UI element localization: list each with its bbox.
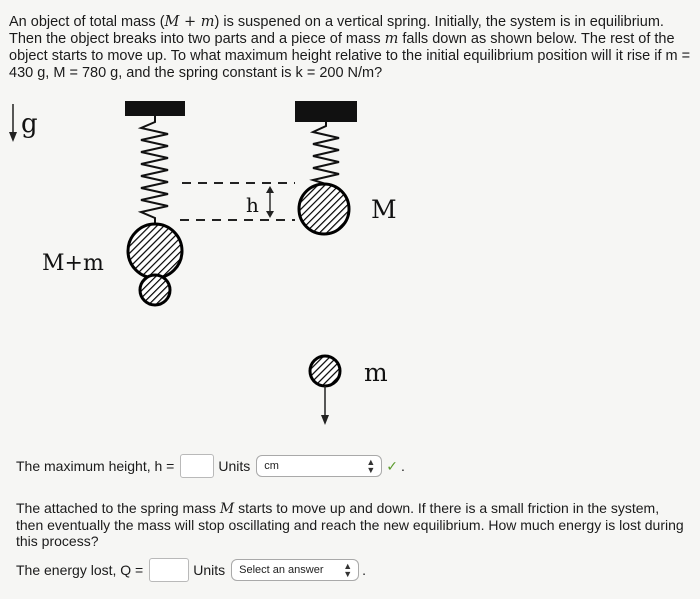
select-arrows-icon: ▲ ▼ [343, 561, 353, 579]
mass-M-symbol: M [219, 501, 235, 517]
label-m: m [364, 358, 388, 387]
spring-right [313, 122, 339, 186]
label-h: h [246, 193, 259, 217]
units-label: Units [193, 562, 226, 578]
falling-arrowhead [321, 415, 329, 425]
updown-arrows-icon [266, 186, 274, 218]
max-height-input[interactable] [180, 454, 214, 478]
energy-lost-input[interactable] [149, 558, 189, 582]
problem-text-2: ) is suspened on a vertical spring. Initially, the system is in equilibrium. Then the object breaks into two parts and a piece of mass [9, 14, 664, 47]
question-max-height [16, 452, 405, 480]
paragraph-text-2: starts to move up and down. If there is a small friction in the system, then eventually the mass will stop oscillating and reach the new equilibrium. How much energy is lost during this process? [16, 500, 684, 549]
units-label: Units [218, 458, 251, 474]
gravity-label: g [21, 109, 38, 139]
paragraph-text-1: The attached to the spring mass [16, 500, 220, 516]
mass-m-left [140, 275, 170, 305]
checkmark-icon: ✓ [386, 457, 398, 474]
paragraph-energy [16, 500, 688, 549]
max-height-label: The maximum height, h = [16, 458, 175, 474]
spring-left [141, 116, 168, 226]
label-M: M [371, 195, 397, 224]
problem-text-3: falls down as shown below. The rest of the object starts to move up. To what maximum height relative to the initial equilibrium position will it rise if m = 430 g, M = 780 g, and the spring constant is k = 200 N/m? [9, 31, 691, 81]
problem-statement [9, 14, 693, 82]
units-selected-value: cm [264, 460, 279, 472]
units-selected-value: Select an answer [239, 564, 324, 576]
mass-m-symbol: m [384, 31, 399, 47]
energy-lost-label: The energy lost, Q = [16, 562, 144, 578]
ceiling-left [125, 101, 185, 116]
problem-text-1: An object of total mass ( [9, 14, 165, 30]
mass-m-falling [310, 356, 340, 386]
gravity-arrow-icon [9, 104, 17, 142]
mass-M-left [128, 224, 182, 278]
ceiling-right [295, 101, 357, 122]
question-energy-lost [16, 556, 366, 584]
mass-expression: M + m [164, 14, 215, 30]
units-select-height[interactable] [256, 455, 382, 477]
period: . [362, 562, 367, 578]
select-arrows-icon: ▲ ▼ [366, 457, 376, 475]
spring-diagram [0, 92, 700, 442]
mass-M-right [299, 184, 349, 234]
label-total-mass: M+m [42, 251, 104, 276]
period: . [401, 458, 405, 474]
units-select-energy[interactable] [231, 559, 359, 581]
